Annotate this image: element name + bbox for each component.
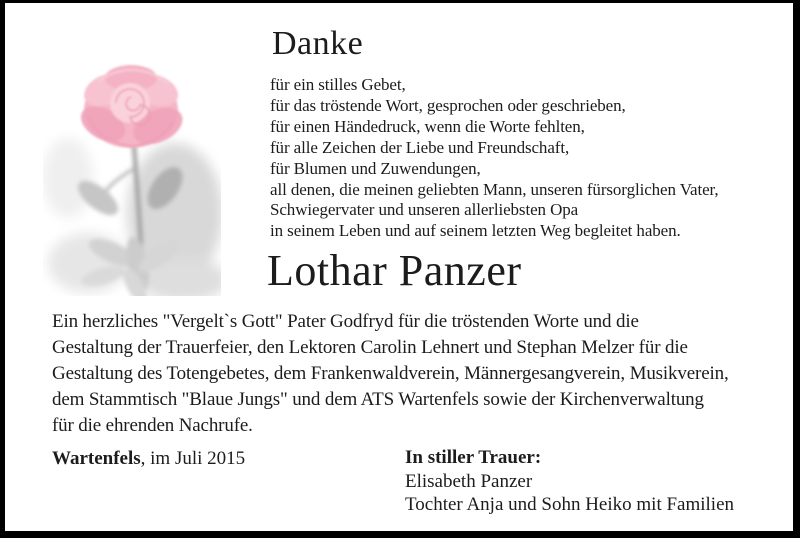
mourning-heading: In stiller Trauer: — [405, 447, 542, 468]
thanks-line: für das tröstende Wort, gesprochen oder geschrieben, — [270, 95, 626, 115]
deceased-name: Lothar Panzer — [267, 246, 522, 295]
place: Wartenfels — [52, 448, 141, 469]
mourner-name: Elisabeth Panzer — [405, 470, 533, 492]
thanks-line: Schwiegervater und unseren allerliebsten Opa — [270, 200, 579, 220]
rose-photo — [43, 48, 221, 296]
rose-image — [43, 48, 221, 296]
thanks-line: all denen, die meinen geliebten Mann, unseren fürsorglichen Vater, — [270, 179, 719, 199]
acknowledgement-line: dem Stammtisch "Blaue Jungs" und dem ATS Wartenfels sowie der Kirchenverwaltung — [52, 389, 704, 410]
obituary-notice — [5, 3, 793, 531]
thanks-line: für ein stilles Gebet, — [270, 75, 406, 94]
mourner-name: Tochter Anja und Sohn Heiko mit Familien — [405, 494, 735, 515]
thanks-line: für Blumen und Zuwendungen, — [270, 158, 481, 178]
mourners-block — [405, 446, 734, 517]
thanks-line: für alle Zeichen der Liebe und Freundschaft, — [270, 137, 570, 157]
thanks-list — [270, 75, 719, 242]
place-date — [52, 448, 245, 470]
thanks-line: in seinem Leben und auf seinem letzten Weg begleitet haben. — [270, 221, 681, 241]
acknowledgement-line: Ein herzliches "Vergelt`s Gott" Pater Godfryd für die tröstenden Worte und die — [52, 311, 639, 332]
acknowledgement-line: Gestaltung der Trauerfeier, den Lektoren Carolin Lehnert und Stephan Melzer für die — [52, 337, 688, 358]
acknowledgement-paragraph — [52, 309, 729, 439]
page-title: Danke — [272, 25, 364, 62]
acknowledgement-line: für die ehrenden Nachrufe. — [52, 415, 253, 436]
thanks-line: für einen Händedruck, wenn die Worte fehlten, — [270, 116, 585, 136]
acknowledgement-line: Gestaltung des Totengebetes, dem Frankenwaldverein, Männergesangverein, Musikverein, — [52, 363, 729, 384]
date-suffix: , im Juli 2015 — [140, 448, 246, 469]
